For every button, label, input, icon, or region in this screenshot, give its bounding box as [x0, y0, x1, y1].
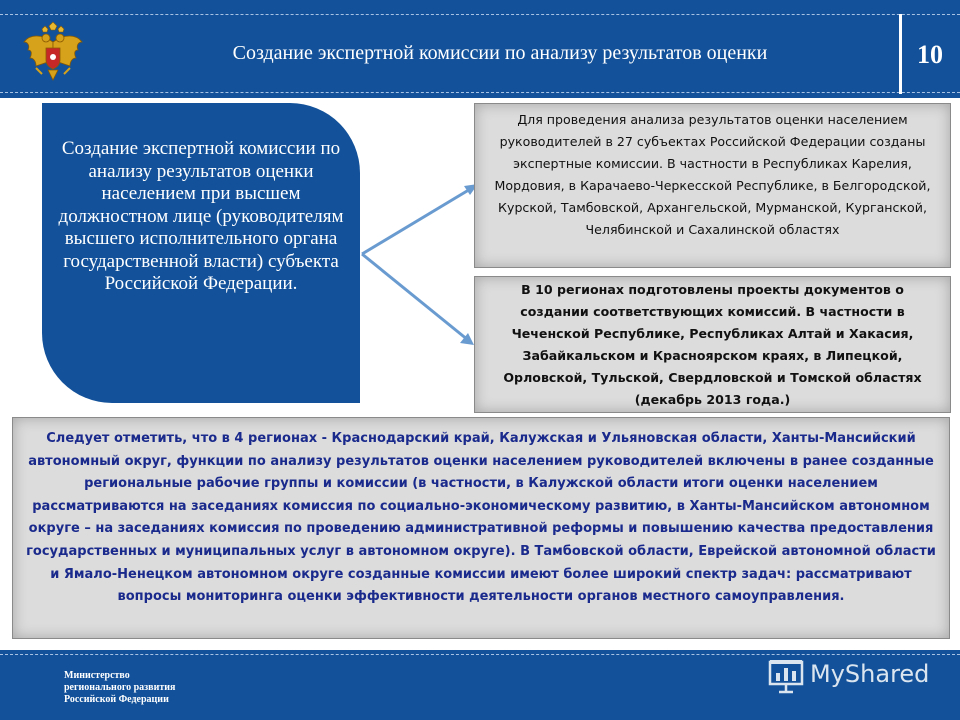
- info-box-note: Следует отметить, что в 4 регионах - Краснодарский край, Калужская и Ульяновская области, Ханты-Мансийский автономный округ, функции по анализу результатов оценки населением руководителей включены в ранее созданные региональные рабочие группы и комиссии (в частности, в Калужской области итоги оценки населением рассматриваются на заседаниях комиссия по социально-экономическому развитию, в Ханты-Мансийском автономном округе – на заседаниях комиссия по проведению административной реформы и повышению качества предоставления государственных и муниципальных услуг в автономном округе). В Тамбовской области, Еврейской автономной области и Ямало-Ненецком автономном округе созданные комиссии имеют более широкий спектр задач: рассматривают вопросы мониторинга оценки эффективности деятельности органов местного самоуправления.: [12, 417, 950, 639]
- left-panel-text: Создание экспертной комиссии по анализу результатов оценки населением при высшем должностном лице (руководителям высшего исполнительного органа государственной власти) субъекта Российской Федерации.: [58, 138, 344, 294]
- presentation-icon: [766, 656, 806, 696]
- ministry-line-3: Российской Федерации: [64, 694, 169, 705]
- myshared-watermark: [766, 656, 946, 696]
- header-dotted-line-top: [0, 14, 960, 15]
- info-box-documents-prepared: В 10 регионах подготовлены проекты документов о создании соответствующих комиссий. В частности в Чеченской Республике, Республиках Алтай и Хакасия, Забайкальском и Красноярском краях, в Липецкой, Орловской, Тульской, Свердловской и Томской областях (декабрь 2013 года.): [474, 276, 951, 413]
- arrow-to-box1: [362, 188, 472, 254]
- page-title: Создание экспертной комиссии по анализу результатов оценки: [232, 42, 768, 64]
- watermark-text: MyShared: [810, 660, 930, 688]
- slide-number: 10: [917, 40, 943, 69]
- coat-of-arms-icon: [18, 20, 88, 90]
- ministry-line-2: регионального развития: [64, 682, 176, 693]
- ministry-line-1: Министерство: [64, 670, 130, 681]
- header-divider: [899, 14, 902, 94]
- arrow-to-box2: [362, 254, 468, 340]
- info-box-commissions-created: Для проведения анализа результатов оценки населением руководителей в 27 субъектах Российской Федерации созданы экспертные комиссии. В частности в Республиках Карелия, Мордовия, в Карачаево-Черкесской Республике, в Белгородской, Курской, Тамбовской, Архангельской, Мурманской, Курганской, Челябинской и Сахалинской областях: [474, 103, 951, 268]
- branch-arrows: [356, 180, 486, 350]
- footer-dotted-line: [0, 654, 960, 655]
- header-dotted-line-bottom: [0, 92, 960, 93]
- ministry-label: [64, 670, 264, 706]
